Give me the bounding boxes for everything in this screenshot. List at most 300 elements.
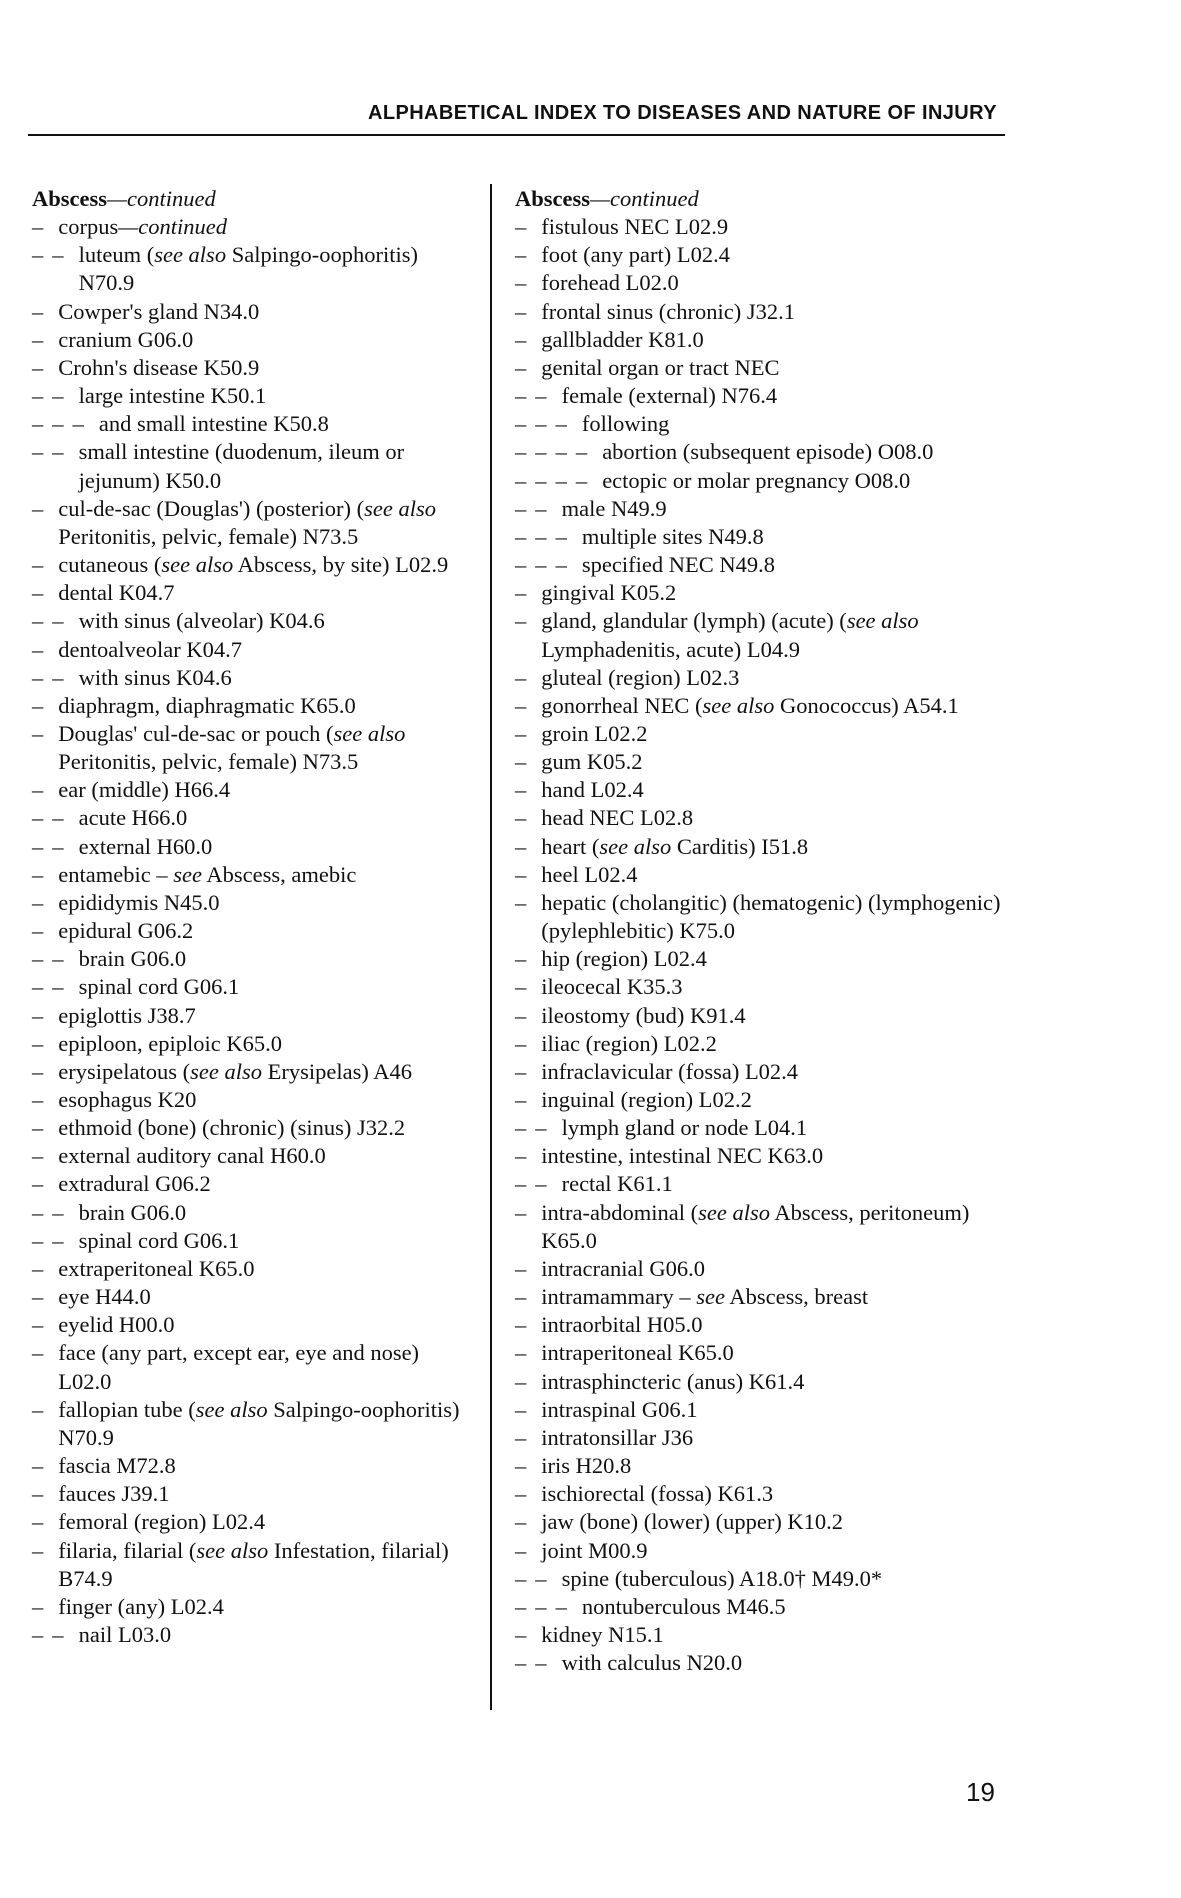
index-entry <box>32 1086 472 1114</box>
level-dash: – <box>515 439 527 465</box>
entry-text: head NEC L02.8 <box>541 805 694 831</box>
level-dash: – <box>32 242 44 268</box>
page-number: 19 <box>966 1777 995 1807</box>
level-dash: – <box>515 608 527 634</box>
index-entry <box>32 607 472 635</box>
level-dash: – <box>32 777 44 803</box>
index-entry <box>32 1058 472 1086</box>
level-dash: – <box>32 1087 44 1112</box>
index-entry <box>515 1480 1015 1508</box>
index-entry <box>32 1537 472 1593</box>
cross-reference-term: see also <box>364 495 436 521</box>
level-dash: – <box>52 242 64 268</box>
entry-text: with calculus N20.0 <box>561 1650 743 1676</box>
level-dash: – <box>32 692 44 718</box>
index-entry <box>515 438 1015 466</box>
level-dash: – <box>515 1368 527 1394</box>
index-entry <box>515 1058 1015 1086</box>
entry-text: ileostomy (bud) K91.4 <box>541 1002 746 1028</box>
entry-text: eye H44.0 <box>58 1284 151 1310</box>
index-entry <box>32 495 472 551</box>
entry-text: spinal cord G06.1 <box>78 974 240 1000</box>
index-entry <box>32 1114 472 1142</box>
entry-text: fauces J39.1 <box>58 1481 170 1507</box>
level-dash: – <box>52 974 64 1000</box>
entry-text: Peritonitis, pelvic, female) N73.5 <box>58 749 359 775</box>
level-dash: – <box>515 1058 527 1084</box>
entry-text: intraorbital H05.0 <box>541 1312 703 1338</box>
level-dash: – <box>515 1284 527 1310</box>
entry-text: eyelid H00.0 <box>58 1312 175 1338</box>
level-dash: – <box>32 861 44 887</box>
entry-text: following <box>581 411 670 437</box>
entry-text: with sinus (alveolar) K04.6 <box>78 608 325 634</box>
level-dash: – <box>32 1030 44 1056</box>
index-entry <box>515 1593 1015 1621</box>
entry-text: kidney N15.1 <box>541 1621 664 1647</box>
entry-text: esophagus K20 <box>58 1087 197 1112</box>
entry-text: heel L02.4 <box>541 861 638 887</box>
entry-text: gum K05.2 <box>541 749 643 775</box>
index-entry <box>32 1227 472 1255</box>
level-dash: – <box>515 1621 527 1647</box>
index-entry <box>32 636 472 664</box>
entry-text: Erysipelas) A46 <box>262 1058 412 1084</box>
level-dash: – <box>32 439 44 465</box>
cross-reference-term: see also <box>190 1058 263 1084</box>
level-dash: – <box>515 1199 527 1225</box>
entry-text: Salpingo-oophoritis) N70.9 <box>58 1396 460 1450</box>
level-dash: – <box>32 918 44 944</box>
level-dash: – <box>555 439 567 465</box>
entry-text: hepatic (cholangitic) (hematogenic) (lymphogenic) (pylephlebitic) K75.0 <box>541 889 1001 944</box>
entry-text: dental K04.7 <box>58 580 175 606</box>
index-entry <box>515 382 1015 410</box>
entry-text: epiploon, epiploic K65.0 <box>58 1030 283 1056</box>
entry-text: lymph gland or node L04.1 <box>561 1115 808 1141</box>
entry-text: spinal cord G06.1 <box>78 1227 240 1253</box>
index-entry <box>515 1452 1015 1480</box>
cross-reference-term: see also <box>154 242 227 268</box>
level-dash: – <box>515 383 527 409</box>
cross-reference-term: see <box>696 1284 725 1310</box>
index-entry <box>32 833 472 861</box>
index-entry <box>32 1508 472 1536</box>
entry-text: Abscess, peritoneum) K65.0 <box>541 1199 970 1253</box>
index-entry <box>32 1311 472 1339</box>
entry-text: nail L03.0 <box>78 1621 172 1647</box>
entry-text: ileocecal K35.3 <box>541 974 683 1000</box>
level-dash: – <box>515 1171 527 1197</box>
entry-text: jaw (bone) (lower) (upper) K10.2 <box>541 1509 844 1535</box>
level-dash: – <box>515 1143 527 1169</box>
entry-text: hand L02.4 <box>541 777 644 803</box>
index-entry <box>515 326 1015 354</box>
index-entry <box>515 692 1015 720</box>
index-entry <box>32 1255 472 1283</box>
index-entry <box>32 579 472 607</box>
level-dash: – <box>515 692 527 718</box>
level-dash: – <box>52 608 64 634</box>
level-dash: – <box>32 1199 44 1225</box>
entry-text: foot (any part) L02.4 <box>541 242 730 268</box>
index-entry <box>32 861 472 889</box>
level-dash: – <box>515 833 527 859</box>
level-dash: – <box>555 467 567 493</box>
index-entry <box>515 410 1015 438</box>
level-dash: – <box>32 664 44 690</box>
cross-reference-term: see also <box>599 833 672 859</box>
level-dash: – <box>32 1002 44 1028</box>
index-entry <box>515 889 1015 945</box>
entry-text: epidural G06.2 <box>58 918 194 944</box>
level-dash: – <box>535 1593 547 1619</box>
level-dash: – <box>515 270 527 296</box>
heading-continued: —continued <box>107 186 216 211</box>
index-entry <box>515 1368 1015 1396</box>
level-dash: – <box>535 383 547 409</box>
index-entry <box>515 720 1015 748</box>
index-entry <box>515 1649 1015 1677</box>
level-dash: – <box>515 552 527 578</box>
level-dash: – <box>535 439 547 465</box>
entry-text: Crohn's disease K50.9 <box>58 354 260 380</box>
level-dash: – <box>32 720 44 746</box>
level-dash: – <box>32 1509 44 1535</box>
level-dash: – <box>32 889 44 915</box>
cross-reference-term: see also <box>698 1199 770 1225</box>
cross-reference-term: see also <box>161 552 234 578</box>
entry-text: intestine, intestinal NEC K63.0 <box>541 1143 824 1169</box>
entry-text: intra-abdominal ( <box>541 1199 699 1225</box>
entry-text: luteum ( <box>78 242 155 268</box>
level-dash: – <box>32 326 44 352</box>
index-entry <box>515 1565 1015 1593</box>
entry-text: cranium G06.0 <box>58 326 194 352</box>
entry-text: entamebic – <box>58 861 174 887</box>
level-dash: – <box>32 411 44 437</box>
index-entry <box>515 579 1015 607</box>
level-dash: – <box>52 1199 64 1225</box>
entry-text: extradural G06.2 <box>58 1171 211 1197</box>
cross-reference-term: see <box>173 861 202 887</box>
entry-text: cutaneous ( <box>58 552 162 578</box>
level-dash: – <box>32 974 44 1000</box>
index-entry <box>515 298 1015 326</box>
index-entry <box>515 1396 1015 1424</box>
index-entry <box>32 1030 472 1058</box>
level-dash: – <box>515 1115 527 1141</box>
entry-text: specified NEC N49.8 <box>581 552 775 578</box>
entry-text: cul-de-sac (Douglas') (posterior) ( <box>58 495 365 521</box>
entry-text: Abscess, amebic <box>201 861 357 887</box>
entry-text: face (any part, except ear, eye and nose) L02.0 <box>58 1340 420 1394</box>
entry-text: multiple sites N49.8 <box>581 523 764 549</box>
heading-term: Abscess <box>515 186 591 211</box>
column-heading <box>32 185 472 213</box>
index-entry <box>32 1170 472 1198</box>
index-entry <box>515 1170 1015 1198</box>
level-dash: – <box>555 411 567 437</box>
index-entry <box>32 889 472 917</box>
entry-text: rectal K61.1 <box>561 1171 673 1197</box>
level-dash: – <box>535 411 547 437</box>
entry-text: gallbladder K81.0 <box>541 326 704 352</box>
index-entry <box>32 1199 472 1227</box>
entry-text: gluteal (region) L02.3 <box>541 664 740 690</box>
level-dash: – <box>535 495 547 521</box>
level-dash: – <box>555 523 567 549</box>
index-entry <box>515 213 1015 241</box>
entry-text: Salpingo-oophoritis) N70.9 <box>78 242 418 296</box>
level-dash: – <box>555 1593 567 1619</box>
level-dash: – <box>535 1650 547 1676</box>
entry-text: large intestine K50.1 <box>78 383 267 409</box>
entry-text: ear (middle) H66.4 <box>58 777 231 803</box>
index-entry <box>32 1002 472 1030</box>
level-dash: – <box>52 411 64 437</box>
index-entry <box>515 1255 1015 1283</box>
index-entry <box>32 354 472 382</box>
level-dash: – <box>32 1058 44 1084</box>
level-dash: – <box>535 1115 547 1141</box>
index-entry <box>515 833 1015 861</box>
level-dash: – <box>52 1621 64 1647</box>
column-heading <box>515 185 1015 213</box>
entry-text: inguinal (region) L02.2 <box>541 1087 752 1112</box>
level-dash: – <box>535 467 547 493</box>
entry-text: spine (tuberculous) A18.0† M49.0* <box>561 1565 883 1591</box>
level-dash: – <box>32 1171 44 1197</box>
index-entry <box>515 495 1015 523</box>
index-entry <box>32 945 472 973</box>
level-dash: – <box>32 383 44 409</box>
level-dash: – <box>515 354 527 380</box>
level-dash: – <box>32 1227 44 1253</box>
index-entry <box>515 945 1015 973</box>
level-dash: – <box>52 805 64 831</box>
level-dash: – <box>515 889 527 915</box>
index-entry <box>32 1142 472 1170</box>
entry-text: Infestation, filarial) B74.9 <box>58 1537 449 1591</box>
level-dash: – <box>515 1255 527 1281</box>
index-entry <box>515 1537 1015 1565</box>
index-entry <box>32 438 472 494</box>
entry-text: joint M00.9 <box>541 1537 648 1563</box>
level-dash: – <box>32 1143 44 1169</box>
level-dash: – <box>32 636 44 662</box>
index-entry <box>32 692 472 720</box>
level-dash: – <box>535 1565 547 1591</box>
level-dash: – <box>515 1537 527 1563</box>
header-title: ALPHABETICAL INDEX TO DISEASES AND NATURE OF INJURY <box>368 102 997 124</box>
level-dash: – <box>32 1396 44 1422</box>
index-entry <box>515 1621 1015 1649</box>
entry-text: iris H20.8 <box>541 1453 632 1479</box>
level-dash: – <box>515 720 527 746</box>
entry-text: brain G06.0 <box>78 1199 187 1225</box>
level-dash: – <box>515 1481 527 1507</box>
level-dash: – <box>515 1565 527 1591</box>
level-dash: – <box>515 1396 527 1422</box>
index-entry <box>32 804 472 832</box>
level-dash: – <box>535 523 547 549</box>
entry-text: ectopic or molar pregnancy O08.0 <box>602 467 911 493</box>
index-entry <box>515 1508 1015 1536</box>
entry-text: corpus <box>58 214 119 240</box>
cross-reference-term: see also <box>333 720 406 746</box>
level-dash: – <box>515 411 527 437</box>
level-dash: – <box>32 1284 44 1310</box>
level-dash: – <box>515 580 527 606</box>
index-entry <box>515 1002 1015 1030</box>
level-dash: – <box>535 1171 547 1197</box>
entry-text: small intestine (duodenum, ileum or jejunum) K50.0 <box>78 439 405 493</box>
index-entry <box>515 861 1015 889</box>
level-dash: – <box>32 1481 44 1507</box>
level-dash: – <box>535 552 547 578</box>
entry-text: filaria, filarial ( <box>58 1537 197 1563</box>
entry-text: external H60.0 <box>78 833 213 859</box>
index-column-right <box>515 185 1015 1677</box>
entry-text: Carditis) I51.8 <box>671 833 809 859</box>
index-entry <box>515 1114 1015 1142</box>
level-dash: – <box>32 495 44 521</box>
entry-text: finger (any) L02.4 <box>58 1593 224 1619</box>
entry-text: erysipelatous ( <box>58 1058 191 1084</box>
index-entry <box>515 973 1015 1001</box>
entry-text: intratonsillar J36 <box>541 1424 694 1450</box>
level-dash: – <box>515 946 527 972</box>
level-dash: – <box>32 805 44 831</box>
index-entry <box>32 551 472 579</box>
entry-text: femoral (region) L02.4 <box>58 1509 266 1535</box>
index-entry <box>515 241 1015 269</box>
entry-text: intracranial G06.0 <box>541 1255 705 1281</box>
index-entry <box>515 748 1015 776</box>
entry-text: iliac (region) L02.2 <box>541 1030 717 1056</box>
level-dash: – <box>515 664 527 690</box>
level-dash: – <box>32 1453 44 1479</box>
cross-reference-term: see also <box>846 608 919 634</box>
level-dash: – <box>32 298 44 324</box>
index-entry <box>32 1283 472 1311</box>
entry-text: heart ( <box>541 833 600 859</box>
entry-text: nontuberculous M46.5 <box>581 1593 786 1619</box>
index-entry <box>515 1283 1015 1311</box>
index-entry <box>32 720 472 776</box>
level-dash: – <box>32 1340 44 1366</box>
level-dash: – <box>515 1340 527 1366</box>
index-entry <box>32 326 472 354</box>
index-entry <box>32 1452 472 1480</box>
entry-text: epididymis N45.0 <box>58 889 220 915</box>
entry-text: Abscess, breast <box>724 1284 869 1310</box>
entry-text: gingival K05.2 <box>541 580 677 606</box>
page-header <box>28 100 1005 136</box>
entry-text: Gonococcus) A54.1 <box>774 692 959 718</box>
index-entry <box>515 1424 1015 1452</box>
entry-text: male N49.9 <box>561 495 667 521</box>
level-dash: – <box>52 439 64 465</box>
level-dash: – <box>515 1593 527 1619</box>
entry-text: intrasphincteric (anus) K61.4 <box>541 1368 805 1394</box>
entry-text: intraspinal G06.1 <box>541 1396 698 1422</box>
index-entry <box>515 467 1015 495</box>
level-dash: – <box>515 1453 527 1479</box>
level-dash: – <box>515 495 527 521</box>
index-entry <box>32 664 472 692</box>
index-entry <box>32 1339 472 1395</box>
index-entry <box>32 1480 472 1508</box>
level-dash: – <box>515 1030 527 1056</box>
entry-text: intramammary – <box>541 1284 697 1310</box>
cross-reference-term: see also <box>195 1396 268 1422</box>
entry-text: Peritonitis, pelvic, female) N73.5 <box>58 523 359 549</box>
level-dash: – <box>515 1002 527 1028</box>
index-entry <box>515 551 1015 579</box>
level-dash: – <box>32 1593 44 1619</box>
level-dash: – <box>515 326 527 352</box>
level-dash: – <box>515 523 527 549</box>
level-dash: – <box>52 383 64 409</box>
entry-text: epiglottis J38.7 <box>58 1002 196 1028</box>
entry-text: female (external) N76.4 <box>561 383 778 409</box>
index-entry <box>32 776 472 804</box>
level-dash: – <box>32 1312 44 1338</box>
heading-term: Abscess <box>32 186 108 211</box>
entry-text: hip (region) L02.4 <box>541 946 707 972</box>
level-dash: – <box>32 1537 44 1563</box>
index-entry <box>32 382 472 410</box>
entry-text: groin L02.2 <box>541 720 648 746</box>
level-dash: – <box>515 1087 527 1112</box>
level-dash: – <box>575 439 588 465</box>
level-dash: – <box>515 1312 527 1338</box>
level-dash: – <box>32 946 44 972</box>
level-dash: – <box>515 1424 527 1450</box>
cross-reference-term: —continued <box>118 214 228 240</box>
index-entry <box>32 410 472 438</box>
entry-text: and small intestine K50.8 <box>98 411 329 437</box>
entry-text: with sinus K04.6 <box>78 664 232 690</box>
entry-text: frontal sinus (chronic) J32.1 <box>541 298 795 324</box>
level-dash: – <box>72 411 84 437</box>
index-entry <box>515 1339 1015 1367</box>
entry-text: extraperitoneal K65.0 <box>58 1255 255 1281</box>
index-entry <box>515 607 1015 663</box>
entry-text: forehead L02.0 <box>541 270 679 296</box>
cross-reference-term: see also <box>196 1537 269 1563</box>
level-dash: – <box>32 1115 44 1141</box>
level-dash: – <box>575 467 588 493</box>
index-entry <box>515 1199 1015 1255</box>
index-entry <box>32 213 472 241</box>
entry-text: Douglas' cul-de-sac or pouch ( <box>58 720 334 746</box>
entry-text: ethmoid (bone) (chronic) (sinus) J32.2 <box>58 1115 406 1141</box>
index-entry <box>32 1621 472 1649</box>
level-dash: – <box>52 946 64 972</box>
level-dash: – <box>32 1255 44 1281</box>
level-dash: – <box>515 805 527 831</box>
level-dash: – <box>52 664 64 690</box>
level-dash: – <box>515 1509 527 1535</box>
index-column-left <box>32 185 472 1649</box>
level-dash: – <box>32 1621 44 1647</box>
level-dash: – <box>515 749 527 775</box>
level-dash: – <box>32 833 44 859</box>
index-entry <box>515 1030 1015 1058</box>
